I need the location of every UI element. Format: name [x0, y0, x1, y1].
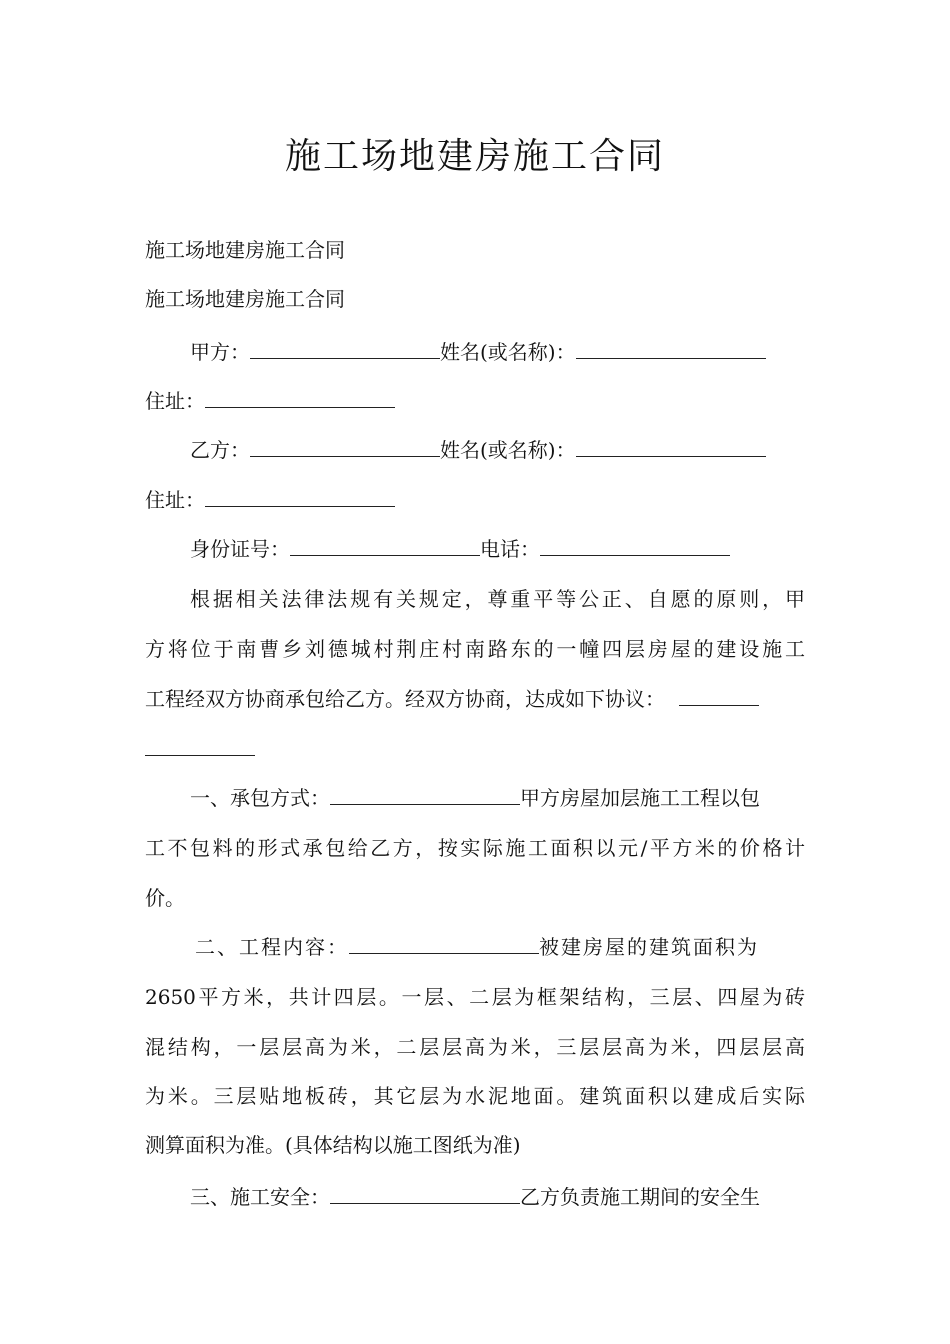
id-phone-line	[190, 534, 730, 564]
party-b-address-label: 住址：	[145, 488, 205, 512]
section-2-line-4: 测算面积为准。(具体结构以施工图纸为准)	[145, 1133, 521, 1157]
intro-blank-a[interactable]	[679, 685, 759, 706]
party-b-name-blank[interactable]	[576, 436, 766, 457]
party-a-address-line	[145, 386, 395, 416]
intro-blank-line	[145, 734, 255, 764]
party-b-blank[interactable]	[250, 436, 440, 457]
party-b-name-label: 姓名(或名称)：	[440, 438, 576, 462]
section-2-line-2: 混结构，一层层高为米，二层层高为米，三层层高为米，四层层高	[145, 1035, 805, 1059]
party-a-address-blank[interactable]	[205, 387, 395, 408]
id-blank[interactable]	[290, 535, 480, 556]
section-1-text: 甲方房屋加层施工工程以包	[520, 786, 760, 810]
party-a-line	[190, 337, 766, 367]
section-1-line-1: 工不包料的形式承包给乙方，按实际施工面积以元/平方米的价格计	[145, 836, 805, 860]
intro-line-3	[145, 684, 759, 714]
phone-label: 电话：	[480, 537, 540, 561]
intro-blank-b[interactable]	[145, 735, 255, 756]
subtitle-line-2: 施工场地建房施工合同	[145, 287, 345, 311]
party-a-blank[interactable]	[250, 338, 440, 359]
party-a-address-label: 住址：	[145, 389, 205, 413]
section-2-heading-line	[195, 932, 759, 962]
id-label: 身份证号：	[190, 537, 290, 561]
section-3-text: 乙方负责施工期间的安全生	[520, 1185, 760, 1209]
section-1-line-2: 价。	[145, 886, 185, 910]
subtitle-line-1: 施工场地建房施工合同	[145, 238, 345, 262]
party-a-name-label: 姓名(或名称)：	[440, 340, 576, 364]
intro-line-1: 根据相关法律法规有关规定，尊重平等公正、自愿的原则，甲	[190, 587, 805, 611]
phone-blank[interactable]	[540, 535, 730, 556]
section-3-label: 三、施工安全：	[190, 1185, 330, 1209]
party-b-address-blank[interactable]	[205, 486, 395, 507]
party-b-line	[190, 435, 766, 465]
party-b-address-line	[145, 485, 395, 515]
section-1-heading-line	[190, 783, 760, 813]
section-2-line-1: 2650平方米，共计四层。一层、二层为框架结构，三层、四屋为砖	[145, 985, 805, 1009]
party-a-label: 甲方：	[190, 340, 250, 364]
section-2-label: 二、工程内容：	[195, 935, 349, 959]
section-1-blank[interactable]	[330, 784, 520, 805]
section-1-label: 一、承包方式：	[190, 786, 330, 810]
section-2-line-3: 为米。三层贴地板砖，其它层为水泥地面。建筑面积以建成后实际	[145, 1084, 805, 1108]
intro-line-3-text: 工程经双方协商承包给乙方。经双方协商，达成如下协议：	[145, 687, 665, 711]
party-b-label: 乙方：	[190, 438, 250, 462]
section-2-text: 被建房屋的建筑面积为	[539, 935, 759, 959]
section-3-heading-line	[190, 1182, 760, 1212]
section-2-blank[interactable]	[349, 933, 539, 954]
intro-line-2: 方将位于南曹乡刘德城村荆庄村南路东的一幢四层房屋的建设施工	[145, 637, 805, 661]
party-a-name-blank[interactable]	[576, 338, 766, 359]
document-title: 施工场地建房施工合同	[284, 136, 665, 177]
section-3-blank[interactable]	[330, 1183, 520, 1204]
